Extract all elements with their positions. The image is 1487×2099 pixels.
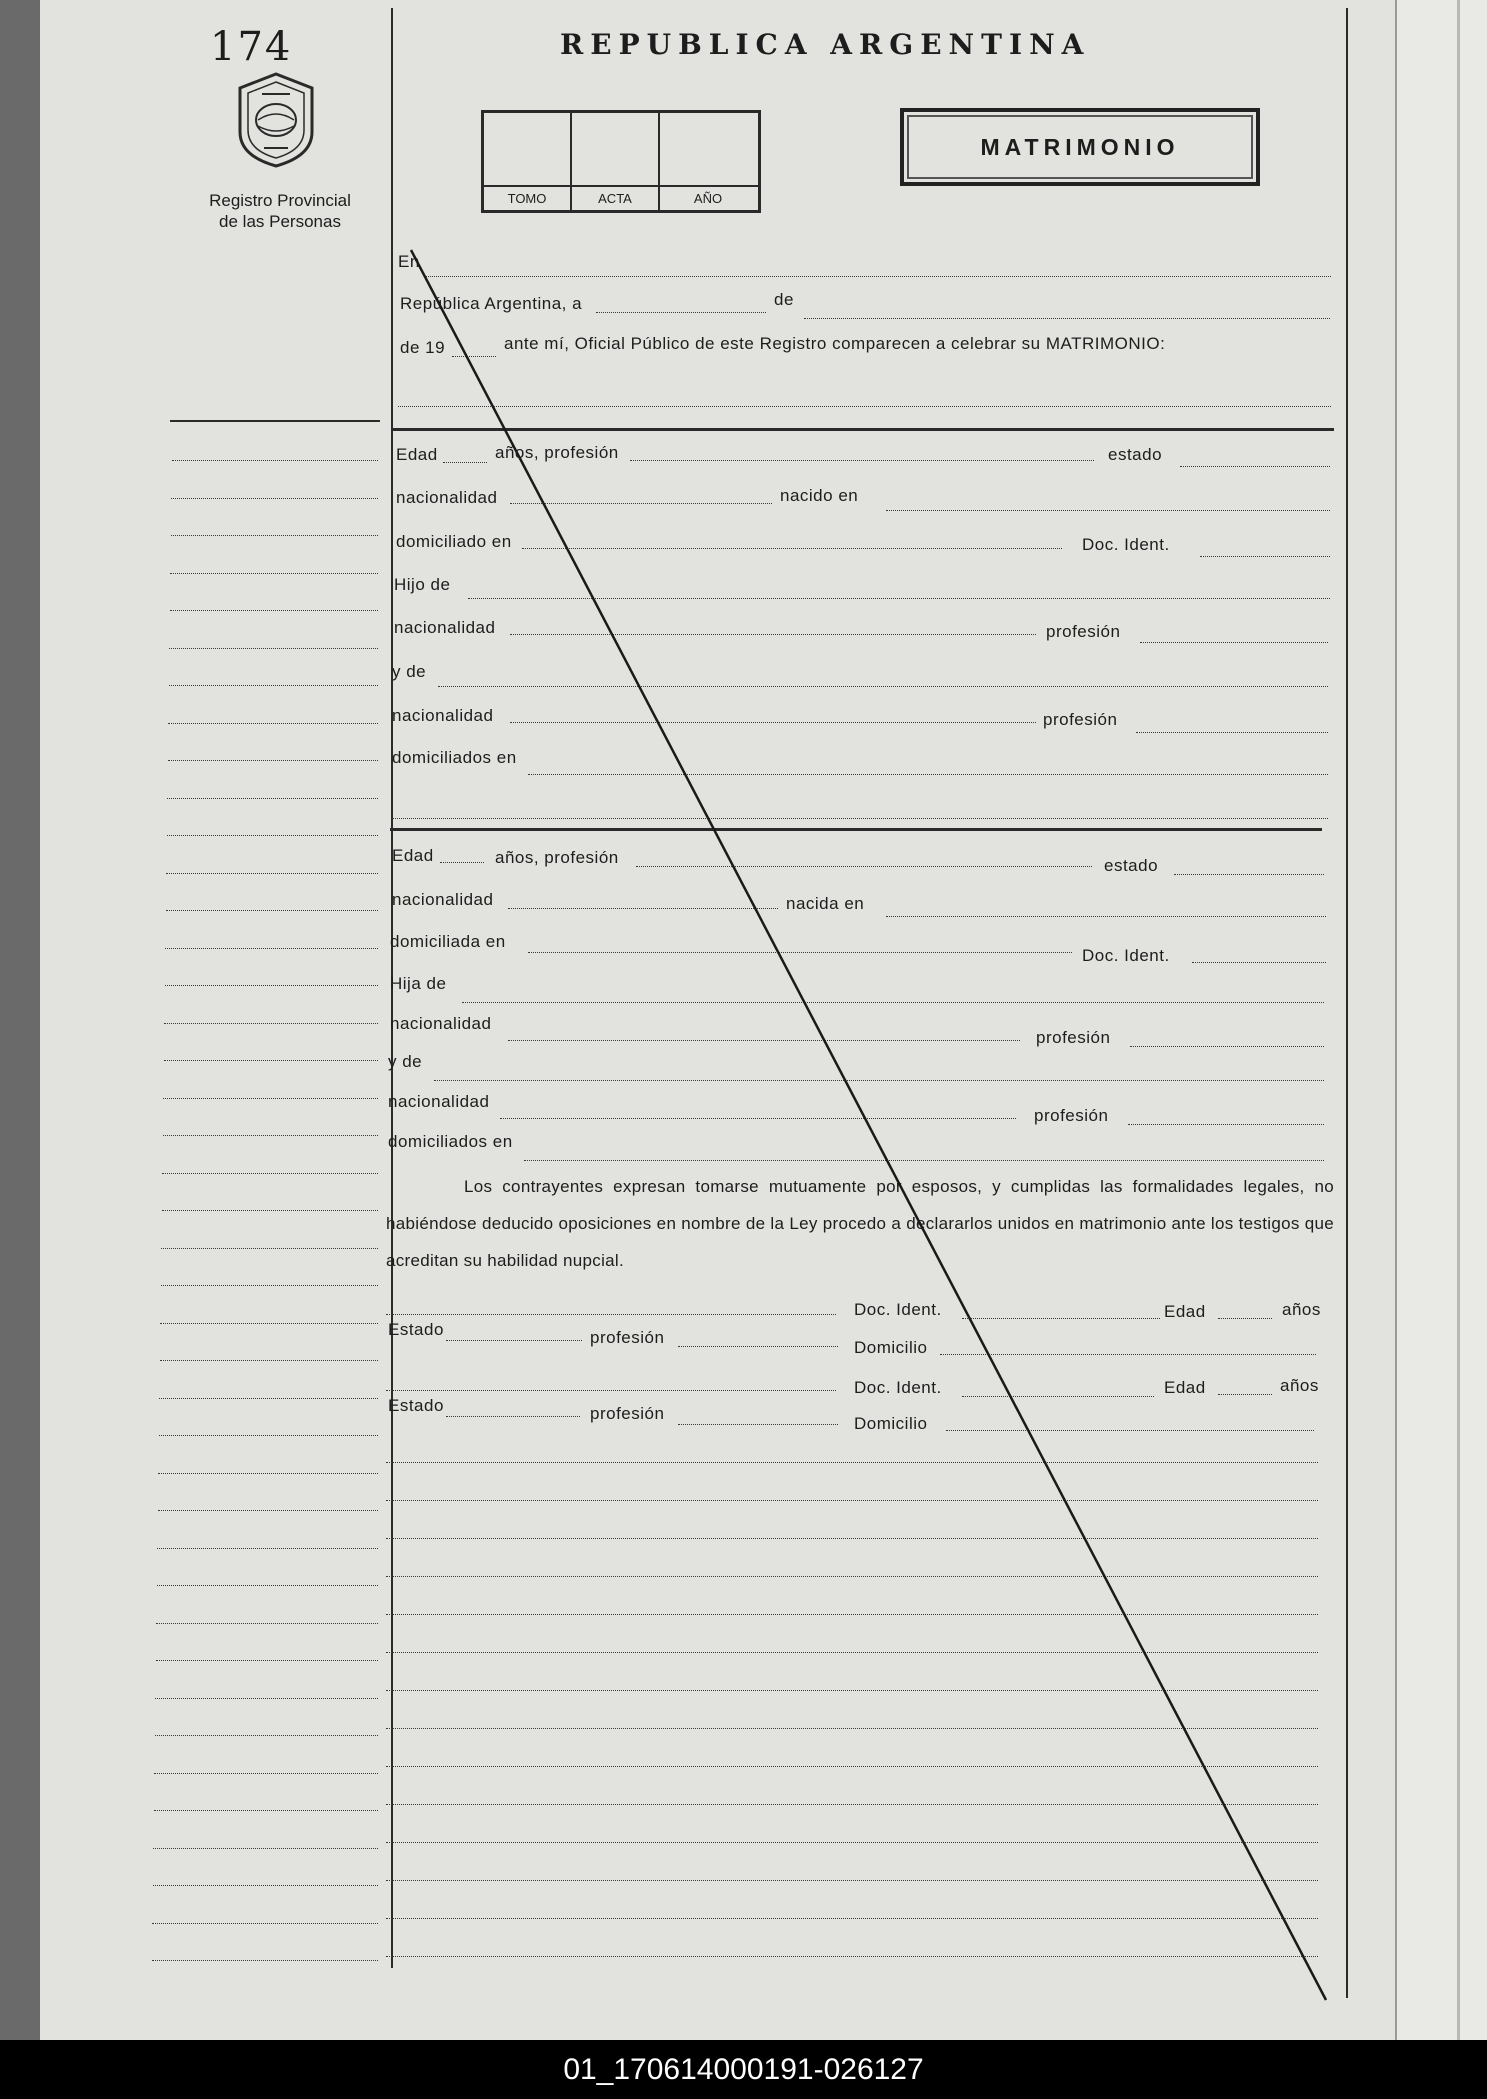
groom-domiciliados-label: domiciliados en bbox=[392, 748, 517, 767]
acta-label: ACTA bbox=[598, 191, 632, 206]
republica-label: República Argentina, a bbox=[400, 294, 583, 313]
groom-mother-profesion-label: profesión bbox=[1043, 710, 1118, 729]
groom-anos-profesion-label: años, profesión bbox=[495, 443, 619, 462]
groom-hijo-de-label: Hijo de bbox=[394, 575, 451, 594]
bride-hija-de-label: Hija de bbox=[390, 974, 447, 993]
groom-estado-label: estado bbox=[1108, 445, 1163, 464]
folio-number: 174 bbox=[210, 24, 293, 70]
groom-father-profesion-label: profesión bbox=[1046, 622, 1121, 641]
bride-mother-profesion-label: profesión bbox=[1034, 1106, 1109, 1125]
groom-edad-label: Edad bbox=[396, 445, 438, 464]
bride-father-nacionalidad-label: nacionalidad bbox=[390, 1014, 492, 1033]
en-label: En bbox=[398, 252, 420, 271]
witness-2-doc-ident-label: Doc. Ident. bbox=[854, 1378, 942, 1397]
groom-nacionalidad-label: nacionalidad bbox=[396, 488, 498, 507]
scan-file-id: 01_170614000191-026127 bbox=[563, 2053, 924, 2086]
groom-nacido-en-label: nacido en bbox=[780, 486, 859, 505]
scan-label-bar bbox=[0, 2040, 1487, 2099]
bride-y-de-label: y de bbox=[388, 1052, 423, 1071]
witness-2-profesion-label: profesión bbox=[590, 1404, 665, 1423]
registry-line-2: de las Personas bbox=[219, 212, 341, 231]
witness-2-edad-label: Edad bbox=[1164, 1378, 1206, 1397]
registry-line-1: Registro Provincial bbox=[209, 191, 351, 210]
de-label: de bbox=[774, 290, 794, 309]
act-type-box: MATRIMONIO bbox=[900, 108, 1260, 186]
year-prefix-label: de 19 bbox=[400, 338, 446, 357]
ante-mi-label: ante mí, Oficial Público de este Registro comparecen a celebrar su MATRIMONIO: bbox=[504, 334, 1166, 353]
bride-edad-label: Edad bbox=[392, 846, 434, 865]
bride-domiciliada-label: domiciliada en bbox=[390, 932, 506, 951]
bride-anos-profesion-label: años, profesión bbox=[495, 848, 619, 867]
ano-label: AÑO bbox=[693, 191, 723, 206]
witness-1-edad-label: Edad bbox=[1164, 1302, 1206, 1321]
bride-estado-label: estado bbox=[1104, 856, 1159, 875]
witness-2-anos-label: años bbox=[1280, 1376, 1319, 1395]
groom-domiciliado-label: domiciliado en bbox=[396, 532, 512, 551]
witness-1-profesion-label: profesión bbox=[590, 1328, 665, 1347]
bride-mother-nacionalidad-label: nacionalidad bbox=[388, 1092, 490, 1111]
declaration-text: Los contrayentes expresan tomarse mutuamente por esposos, y cumplidas las formalidades legales, no habiéndose deducido oposiciones en nombre de la Ley procedo a declararlos unidos en matrimonio ante los testigos que acreditan su habilidad nupcial. bbox=[386, 1177, 1334, 1270]
groom-mother-nacionalidad-label: nacionalidad bbox=[392, 706, 494, 725]
witness-1-estado-label: Estado bbox=[388, 1320, 444, 1339]
witness-1-domicilio-label: Domicilio bbox=[854, 1338, 928, 1357]
bride-doc-ident-label: Doc. Ident. bbox=[1082, 946, 1170, 965]
tomo-label: TOMO bbox=[507, 191, 547, 206]
country-title: REPUBLICA ARGENTINA bbox=[560, 28, 1091, 61]
witness-2-domicilio-label: Domicilio bbox=[854, 1414, 928, 1433]
groom-father-nacionalidad-label: nacionalidad bbox=[394, 618, 496, 637]
groom-y-de-label: y de bbox=[392, 662, 427, 681]
bride-domiciliados-label: domiciliados en bbox=[388, 1132, 513, 1151]
witness-1-doc-ident-label: Doc. Ident. bbox=[854, 1300, 942, 1319]
bride-father-profesion-label: profesión bbox=[1036, 1028, 1111, 1047]
witness-1-anos-label: años bbox=[1282, 1300, 1321, 1319]
bride-nacida-en-label: nacida en bbox=[786, 894, 865, 913]
groom-doc-ident-label: Doc. Ident. bbox=[1082, 535, 1170, 554]
witness-2-estado-label: Estado bbox=[388, 1396, 444, 1415]
bride-nacionalidad-label: nacionalidad bbox=[392, 890, 494, 909]
